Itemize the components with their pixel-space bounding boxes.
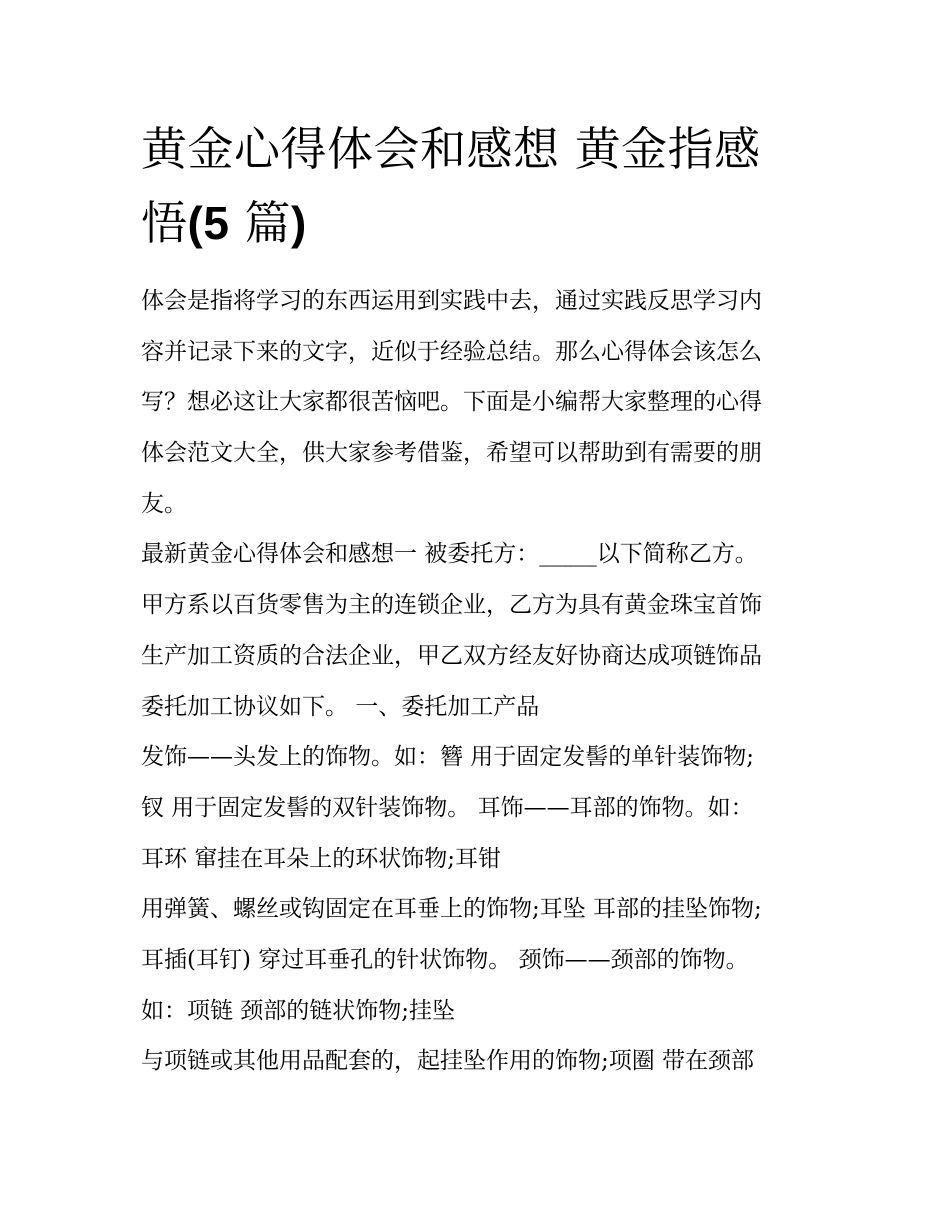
body-line: 生产加工资质的合法企业，甲乙双方经友好协商达成项链饰品 <box>141 642 762 669</box>
body-line: 与项链或其他用品配套的，起挂坠作用的饰物;项圈 带在颈部 <box>141 1048 755 1075</box>
document-content <box>141 112 821 1087</box>
body-line: 委托加工协议如下。 一、委托加工产品 <box>141 693 540 720</box>
body-line: 体会是指将学习的东西运用到实践中去，通过实践反思学习内 <box>141 288 762 314</box>
title-line-2-tail: 篇 <box>229 196 292 250</box>
body-line: 最新黄金心得体会和感想一 被委托方：_____以下简称乙方。 <box>141 541 758 568</box>
body-line: 容并记录下来的文字，近似于经验总结。那么心得体会该怎么 <box>141 338 762 365</box>
document-body <box>141 276 821 1087</box>
body-line: 如：项链 颈部的链状饰物;挂坠 <box>141 997 456 1024</box>
body-line: 钗 用于固定发髻的双针装饰物。 耳饰——耳部的饰物。如： <box>141 794 754 821</box>
body-line: 用弹簧、螺丝或钩固定在耳垂上的饰物;耳坠 耳部的挂坠饰物; <box>141 896 762 923</box>
title-line-1: 黄金心得体会和感想 黄金指感 <box>141 122 761 176</box>
body-line: 甲方系以百货零售为主的连锁企业，乙方为具有黄金珠宝首饰 <box>141 592 762 619</box>
body-line: 写？想必这让大家都很苦恼吧。下面是小编帮大家整理的心得 <box>141 389 762 416</box>
body-line: 耳环 窜挂在耳朵上的环状饰物;耳钳 <box>141 845 502 872</box>
document-title <box>141 112 821 260</box>
title-line-2 <box>141 186 821 260</box>
title-line-2-close: ) <box>291 197 307 249</box>
body-line: 体会范文大全，供大家参考借鉴，希望可以帮助到有需要的朋 <box>141 440 762 467</box>
title-line-2-number: (5 <box>187 197 230 249</box>
body-line: 发饰——头发上的饰物。如：簪 用于固定发髻的单针装饰物; <box>141 744 755 771</box>
body-line: 友。 <box>141 490 187 517</box>
title-line-2-main: 悟 <box>141 196 188 250</box>
body-line: 耳插(耳钉) 穿过耳垂孔的针状饰物。 颈饰——颈部的饰物。 <box>141 946 749 973</box>
